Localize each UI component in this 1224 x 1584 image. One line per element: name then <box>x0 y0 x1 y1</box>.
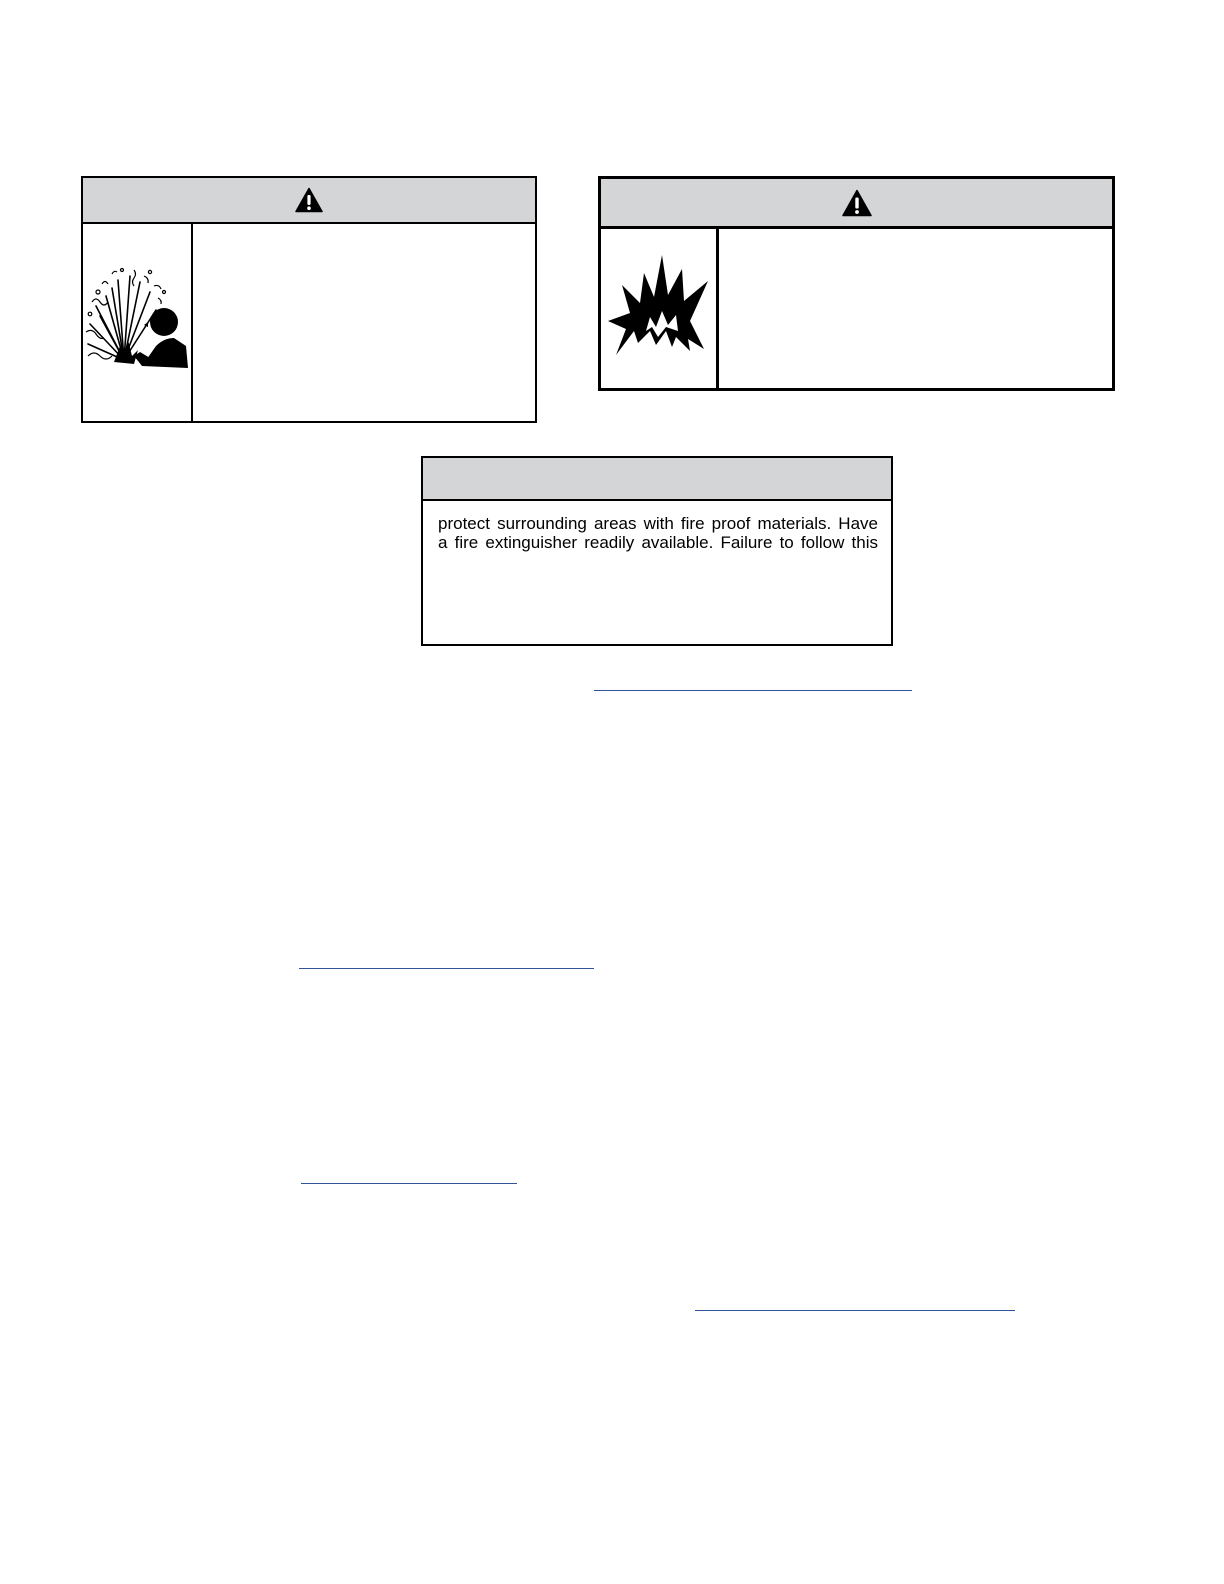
warning-box-header <box>601 179 1112 229</box>
caution-text <box>438 514 878 552</box>
explosion-burst-icon <box>601 226 719 388</box>
caution-line: a fire extinguisher readily available. Failure to follow this <box>438 533 878 552</box>
hyperlink-underline[interactable] <box>301 1183 517 1184</box>
caution-box-header <box>423 458 891 501</box>
warning-box-header <box>83 178 535 224</box>
hyperlink-underline[interactable] <box>299 968 594 969</box>
warning-box-pressure <box>81 176 537 423</box>
hyperlink-underline[interactable] <box>695 1310 1015 1311</box>
explosion-hazard-person-icon <box>83 222 193 421</box>
caution-line: protect surrounding areas with fire proof materials. Have <box>438 514 878 533</box>
warning-triangle-icon <box>295 187 323 213</box>
hyperlink-underline[interactable] <box>594 690 912 691</box>
warning-triangle-icon <box>842 189 872 217</box>
warning-box-explosion <box>598 176 1115 391</box>
caution-box-fire <box>421 456 893 646</box>
